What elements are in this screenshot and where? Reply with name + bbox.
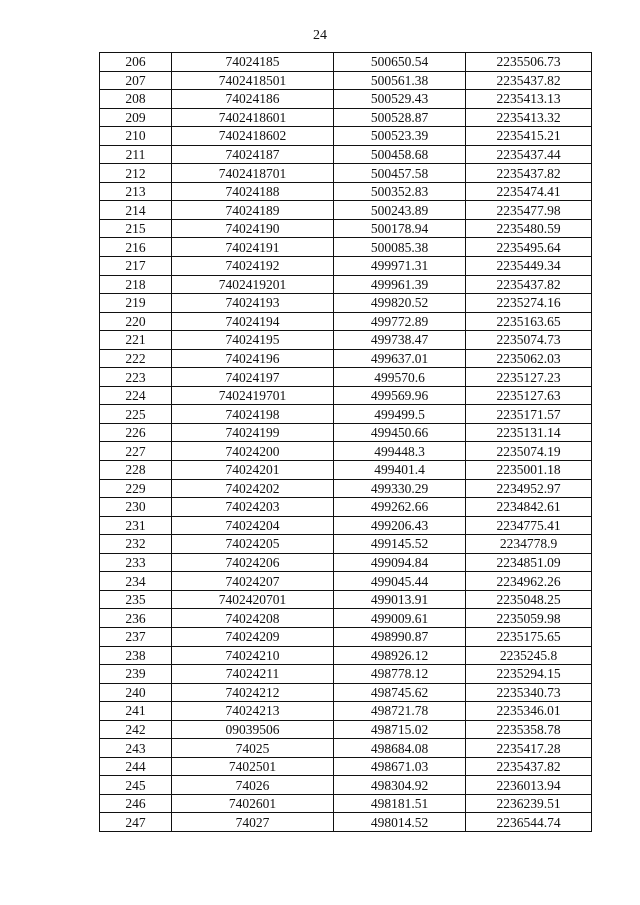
table-row	[100, 553, 592, 572]
y-coordinate-cell: 2235358.78	[466, 720, 592, 739]
y-coordinate-cell: 2235163.65	[466, 312, 592, 331]
table-row	[100, 516, 592, 535]
row-number-cell: 220	[100, 312, 172, 331]
point-id-cell: 74024209	[172, 627, 334, 646]
x-coordinate-cell: 498715.02	[334, 720, 466, 739]
row-number-cell: 207	[100, 71, 172, 90]
row-number-cell: 208	[100, 90, 172, 109]
page-number: 24	[313, 28, 327, 43]
y-coordinate-cell: 2235413.32	[466, 108, 592, 127]
point-id-cell: 74025	[172, 739, 334, 758]
point-id-cell: 74024201	[172, 461, 334, 480]
point-id-cell: 74024197	[172, 368, 334, 387]
point-id-cell: 7402420701	[172, 590, 334, 609]
row-number-cell: 234	[100, 572, 172, 591]
point-id-cell: 74024203	[172, 498, 334, 517]
row-number-cell: 232	[100, 535, 172, 554]
row-number-cell: 238	[100, 646, 172, 665]
x-coordinate-cell: 499262.66	[334, 498, 466, 517]
y-coordinate-cell: 2234952.97	[466, 479, 592, 498]
x-coordinate-cell: 499961.39	[334, 275, 466, 294]
x-coordinate-cell: 500561.38	[334, 71, 466, 90]
table-row	[100, 423, 592, 442]
table-row	[100, 665, 592, 684]
point-id-cell: 74024185	[172, 53, 334, 72]
x-coordinate-cell: 500352.83	[334, 182, 466, 201]
row-number-cell: 221	[100, 331, 172, 350]
x-coordinate-cell: 499448.3	[334, 442, 466, 461]
row-number-cell: 241	[100, 702, 172, 721]
x-coordinate-cell: 500528.87	[334, 108, 466, 127]
point-id-cell: 74024190	[172, 219, 334, 238]
row-number-cell: 224	[100, 386, 172, 405]
table-row	[100, 368, 592, 387]
x-coordinate-cell: 498721.78	[334, 702, 466, 721]
x-coordinate-cell: 499009.61	[334, 609, 466, 628]
row-number-cell: 209	[100, 108, 172, 127]
point-id-cell: 74024206	[172, 553, 334, 572]
table-row	[100, 275, 592, 294]
row-number-cell: 244	[100, 757, 172, 776]
point-id-cell: 74024200	[172, 442, 334, 461]
table-row	[100, 813, 592, 832]
point-id-cell: 74024193	[172, 294, 334, 313]
point-id-cell: 74024211	[172, 665, 334, 684]
table-row	[100, 535, 592, 554]
y-coordinate-cell: 2234778.9	[466, 535, 592, 554]
row-number-cell: 222	[100, 349, 172, 368]
row-number-cell: 216	[100, 238, 172, 257]
row-number-cell: 214	[100, 201, 172, 220]
point-id-cell: 09039506	[172, 720, 334, 739]
table-row	[100, 590, 592, 609]
x-coordinate-cell: 498990.87	[334, 627, 466, 646]
y-coordinate-cell: 2235474.41	[466, 182, 592, 201]
row-number-cell: 218	[100, 275, 172, 294]
table-row	[100, 627, 592, 646]
x-coordinate-cell: 498745.62	[334, 683, 466, 702]
point-id-cell: 74024188	[172, 182, 334, 201]
y-coordinate-cell: 2235413.13	[466, 90, 592, 109]
point-id-cell: 74024191	[172, 238, 334, 257]
y-coordinate-cell: 2235059.98	[466, 609, 592, 628]
point-id-cell: 74026	[172, 776, 334, 795]
y-coordinate-cell: 2235062.03	[466, 349, 592, 368]
row-number-cell: 243	[100, 739, 172, 758]
y-coordinate-cell: 2235437.82	[466, 757, 592, 776]
table-row	[100, 794, 592, 813]
x-coordinate-cell: 500650.54	[334, 53, 466, 72]
y-coordinate-cell: 2235074.73	[466, 331, 592, 350]
x-coordinate-cell: 499570.6	[334, 368, 466, 387]
x-coordinate-cell: 498778.12	[334, 665, 466, 684]
table-row	[100, 164, 592, 183]
point-id-cell: 7402418501	[172, 71, 334, 90]
point-id-cell: 74024204	[172, 516, 334, 535]
x-coordinate-cell: 499145.52	[334, 535, 466, 554]
table-row	[100, 702, 592, 721]
y-coordinate-cell: 2235477.98	[466, 201, 592, 220]
point-id-cell: 7402601	[172, 794, 334, 813]
row-number-cell: 233	[100, 553, 172, 572]
table-row	[100, 90, 592, 109]
table-row	[100, 349, 592, 368]
y-coordinate-cell: 2236239.51	[466, 794, 592, 813]
y-coordinate-cell: 2234775.41	[466, 516, 592, 535]
row-number-cell: 212	[100, 164, 172, 183]
row-number-cell: 228	[100, 461, 172, 480]
table-row	[100, 312, 592, 331]
point-id-cell: 74024210	[172, 646, 334, 665]
y-coordinate-cell: 2235048.25	[466, 590, 592, 609]
row-number-cell: 225	[100, 405, 172, 424]
row-number-cell: 210	[100, 127, 172, 146]
point-id-cell: 74024194	[172, 312, 334, 331]
table-row	[100, 646, 592, 665]
point-id-cell: 7402501	[172, 757, 334, 776]
table-row	[100, 331, 592, 350]
y-coordinate-cell: 2235346.01	[466, 702, 592, 721]
point-id-cell: 74024208	[172, 609, 334, 628]
y-coordinate-cell: 2235415.21	[466, 127, 592, 146]
row-number-cell: 223	[100, 368, 172, 387]
y-coordinate-cell: 2235131.14	[466, 423, 592, 442]
x-coordinate-cell: 499971.31	[334, 257, 466, 276]
row-number-cell: 219	[100, 294, 172, 313]
table-row	[100, 108, 592, 127]
row-number-cell: 229	[100, 479, 172, 498]
row-number-cell: 230	[100, 498, 172, 517]
x-coordinate-cell: 499045.44	[334, 572, 466, 591]
table-body	[100, 53, 592, 832]
table-row	[100, 739, 592, 758]
row-number-cell: 239	[100, 665, 172, 684]
y-coordinate-cell: 2236013.94	[466, 776, 592, 795]
table-row	[100, 238, 592, 257]
x-coordinate-cell: 499450.66	[334, 423, 466, 442]
x-coordinate-cell: 500458.68	[334, 145, 466, 164]
row-number-cell: 245	[100, 776, 172, 795]
row-number-cell: 235	[100, 590, 172, 609]
x-coordinate-cell: 499330.29	[334, 479, 466, 498]
point-id-cell: 74027	[172, 813, 334, 832]
point-id-cell: 74024195	[172, 331, 334, 350]
y-coordinate-cell: 2235437.82	[466, 71, 592, 90]
table-row	[100, 53, 592, 72]
table-row	[100, 683, 592, 702]
y-coordinate-cell: 2235074.19	[466, 442, 592, 461]
x-coordinate-cell: 498304.92	[334, 776, 466, 795]
table-row	[100, 201, 592, 220]
x-coordinate-cell: 500243.89	[334, 201, 466, 220]
x-coordinate-cell: 500178.94	[334, 219, 466, 238]
point-id-cell: 74024186	[172, 90, 334, 109]
y-coordinate-cell: 2234842.61	[466, 498, 592, 517]
x-coordinate-cell: 499206.43	[334, 516, 466, 535]
y-coordinate-cell: 2235127.23	[466, 368, 592, 387]
x-coordinate-cell: 499772.89	[334, 312, 466, 331]
point-id-cell: 74024205	[172, 535, 334, 554]
y-coordinate-cell: 2235001.18	[466, 461, 592, 480]
table-row	[100, 294, 592, 313]
y-coordinate-cell: 2235437.82	[466, 164, 592, 183]
row-number-cell: 226	[100, 423, 172, 442]
x-coordinate-cell: 499094.84	[334, 553, 466, 572]
y-coordinate-cell: 2235480.59	[466, 219, 592, 238]
point-id-cell: 7402418701	[172, 164, 334, 183]
y-coordinate-cell: 2235274.16	[466, 294, 592, 313]
table-row	[100, 609, 592, 628]
table-row	[100, 572, 592, 591]
row-number-cell: 231	[100, 516, 172, 535]
y-coordinate-cell: 2235506.73	[466, 53, 592, 72]
table-row	[100, 145, 592, 164]
table-row	[100, 757, 592, 776]
x-coordinate-cell: 499637.01	[334, 349, 466, 368]
point-id-cell: 7402419701	[172, 386, 334, 405]
point-id-cell: 7402418601	[172, 108, 334, 127]
x-coordinate-cell: 500529.43	[334, 90, 466, 109]
table-row	[100, 498, 592, 517]
y-coordinate-cell: 2235449.34	[466, 257, 592, 276]
row-number-cell: 242	[100, 720, 172, 739]
point-id-cell: 7402418602	[172, 127, 334, 146]
point-id-cell: 74024202	[172, 479, 334, 498]
point-id-cell: 74024196	[172, 349, 334, 368]
x-coordinate-cell: 500523.39	[334, 127, 466, 146]
y-coordinate-cell: 2235245.8	[466, 646, 592, 665]
table-row	[100, 720, 592, 739]
y-coordinate-cell: 2234851.09	[466, 553, 592, 572]
table-row	[100, 461, 592, 480]
x-coordinate-cell: 498671.03	[334, 757, 466, 776]
x-coordinate-cell: 499013.91	[334, 590, 466, 609]
x-coordinate-cell: 498181.51	[334, 794, 466, 813]
x-coordinate-cell: 499569.96	[334, 386, 466, 405]
point-id-cell: 74024199	[172, 423, 334, 442]
x-coordinate-cell: 500085.38	[334, 238, 466, 257]
point-id-cell: 74024192	[172, 257, 334, 276]
y-coordinate-cell: 2235495.64	[466, 238, 592, 257]
x-coordinate-cell: 499499.5	[334, 405, 466, 424]
y-coordinate-cell: 2235294.15	[466, 665, 592, 684]
x-coordinate-cell: 498926.12	[334, 646, 466, 665]
row-number-cell: 215	[100, 219, 172, 238]
row-number-cell: 227	[100, 442, 172, 461]
point-id-cell: 74024198	[172, 405, 334, 424]
x-coordinate-cell: 498014.52	[334, 813, 466, 832]
row-number-cell: 217	[100, 257, 172, 276]
row-number-cell: 211	[100, 145, 172, 164]
row-number-cell: 206	[100, 53, 172, 72]
point-id-cell: 74024189	[172, 201, 334, 220]
y-coordinate-cell: 2235127.63	[466, 386, 592, 405]
table-row	[100, 71, 592, 90]
point-id-cell: 74024207	[172, 572, 334, 591]
row-number-cell: 237	[100, 627, 172, 646]
table-row	[100, 386, 592, 405]
row-number-cell: 213	[100, 182, 172, 201]
y-coordinate-cell: 2235171.57	[466, 405, 592, 424]
y-coordinate-cell: 2235340.73	[466, 683, 592, 702]
y-coordinate-cell: 2234962.26	[466, 572, 592, 591]
x-coordinate-cell: 500457.58	[334, 164, 466, 183]
table-row	[100, 479, 592, 498]
y-coordinate-cell: 2235437.82	[466, 275, 592, 294]
table-row	[100, 182, 592, 201]
x-coordinate-cell: 499820.52	[334, 294, 466, 313]
y-coordinate-cell: 2235437.44	[466, 145, 592, 164]
point-id-cell: 74024213	[172, 702, 334, 721]
table-row	[100, 257, 592, 276]
point-id-cell: 74024187	[172, 145, 334, 164]
table-row	[100, 442, 592, 461]
point-id-cell: 74024212	[172, 683, 334, 702]
row-number-cell: 246	[100, 794, 172, 813]
table-row	[100, 219, 592, 238]
row-number-cell: 247	[100, 813, 172, 832]
x-coordinate-cell: 499401.4	[334, 461, 466, 480]
y-coordinate-cell: 2235175.65	[466, 627, 592, 646]
table-row	[100, 776, 592, 795]
coordinates-table	[99, 52, 592, 832]
x-coordinate-cell: 498684.08	[334, 739, 466, 758]
row-number-cell: 240	[100, 683, 172, 702]
x-coordinate-cell: 499738.47	[334, 331, 466, 350]
table-row	[100, 127, 592, 146]
point-id-cell: 7402419201	[172, 275, 334, 294]
y-coordinate-cell: 2236544.74	[466, 813, 592, 832]
row-number-cell: 236	[100, 609, 172, 628]
y-coordinate-cell: 2235417.28	[466, 739, 592, 758]
table-row	[100, 405, 592, 424]
